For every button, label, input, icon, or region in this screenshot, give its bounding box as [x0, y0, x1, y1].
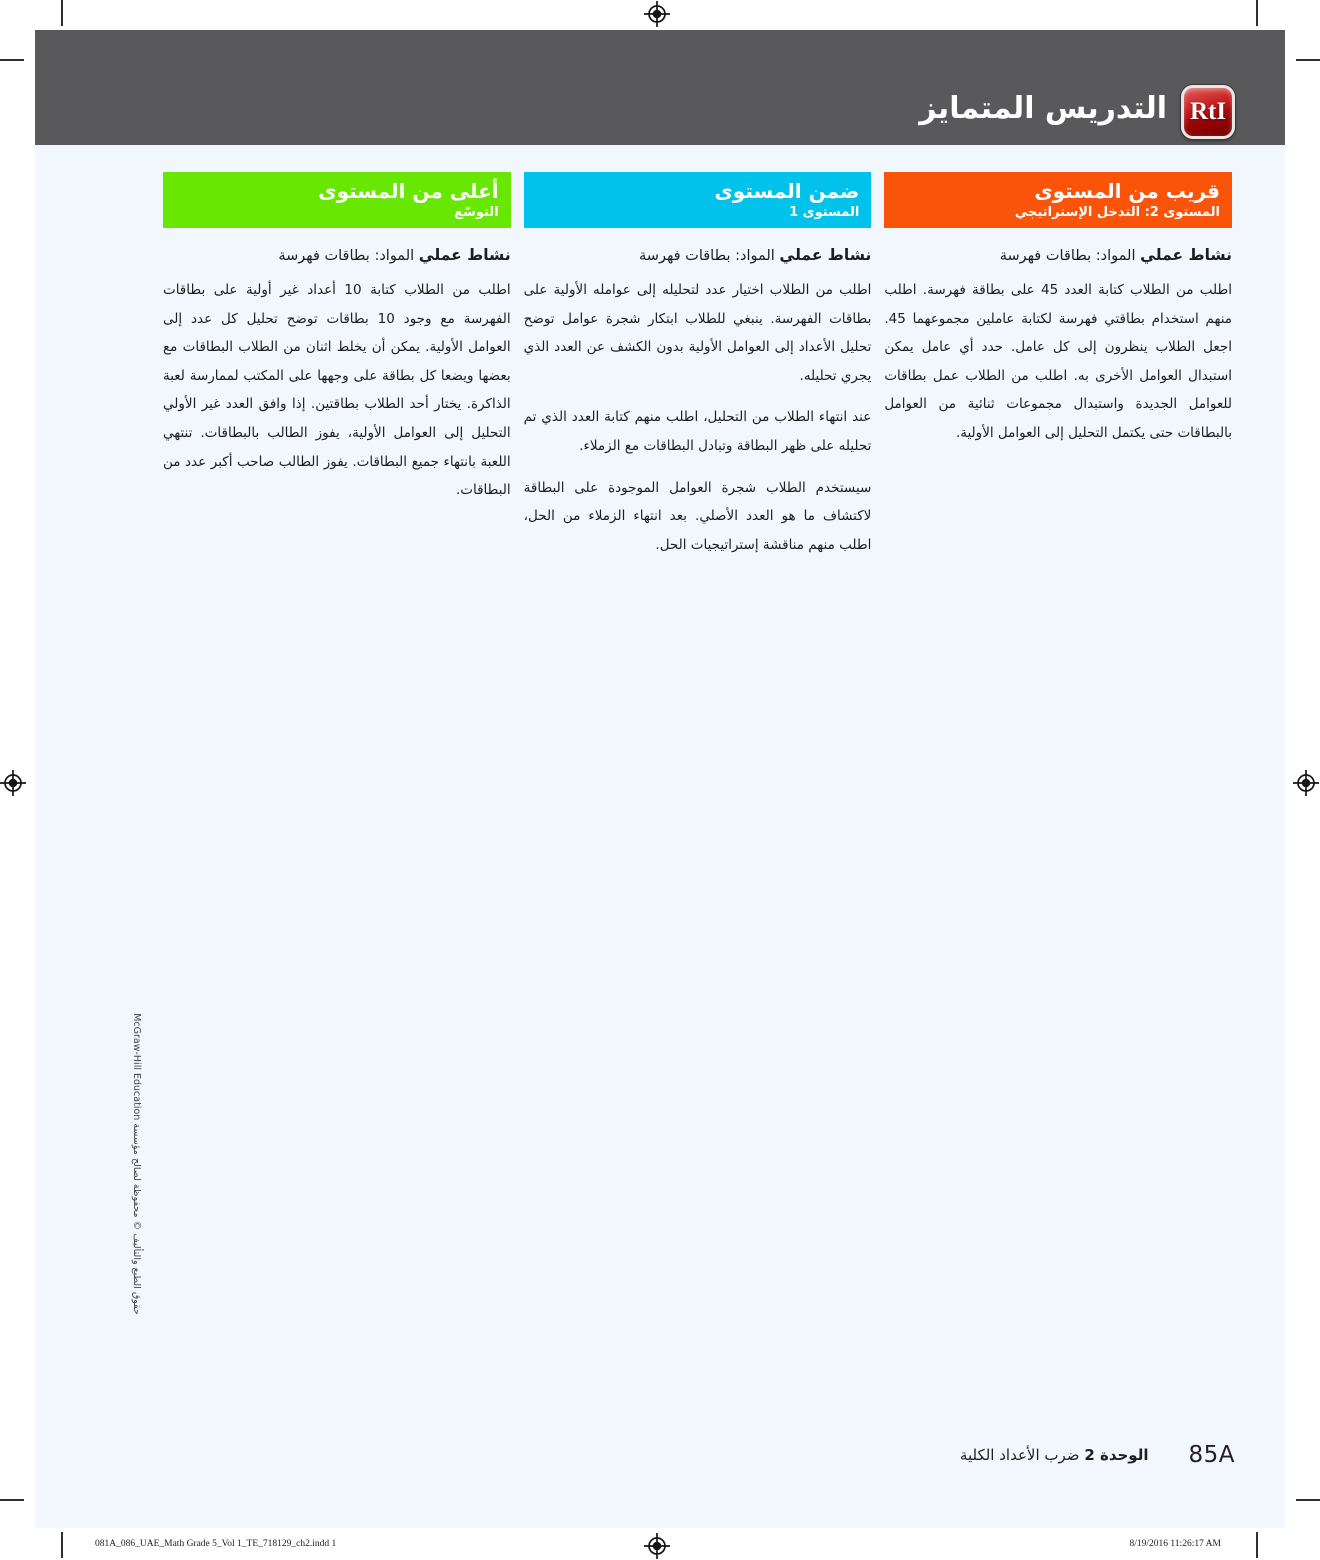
registration-mark-icon [0, 770, 26, 796]
column-subtitle: المستوى 2: التدخل الإستراتيجي [1014, 204, 1220, 220]
crop-mark [61, 1532, 63, 1558]
activity-label: نشاط عملي [779, 246, 872, 264]
copyright-sidebar: حقوق الطبع والتأليف © محفوظة لصالح مؤسسة McGraw-Hill Education [131, 1013, 142, 1315]
unit-label: الوحدة 2 [1084, 1446, 1149, 1464]
crop-mark [61, 0, 63, 26]
registration-mark-icon [644, 1, 670, 27]
crop-mark [1256, 1532, 1258, 1558]
page-footer [960, 1442, 1235, 1468]
page [35, 30, 1285, 1528]
activity-line [884, 246, 1232, 264]
crop-mark [1296, 1499, 1320, 1501]
rti-logo [1181, 85, 1235, 139]
crop-mark [1256, 0, 1258, 26]
column-beyond-level [163, 172, 511, 572]
unit-info [960, 1446, 1149, 1464]
column-title: أعلى من المستوى [318, 178, 499, 203]
level-columns [163, 172, 1232, 572]
column-header-approaching [884, 172, 1232, 228]
column-body [884, 246, 1232, 448]
column-on-level [524, 172, 872, 572]
activity-line [163, 246, 511, 264]
column-title: ضمن المستوى [714, 178, 860, 203]
activity-label: نشاط عملي [418, 246, 511, 264]
print-timestamp: 8/19/2016 11:26:17 AM [1129, 1539, 1221, 1549]
paragraph: سيستخدم الطلاب شجرة العوامل الموجودة على البطاقة لاكتشاف ما هو العدد الأصلي. بعد انتهاء الزملاء من الحل، اطلب منهم مناقشة إستراتيجيات الحل. [523, 479, 872, 553]
paragraph: عند انتهاء الطلاب من التحليل، اطلب منهم كتابة العدد الذي تم تحليله على ظهر البطاقة وتبادل البطاقات مع الزملاء. [523, 409, 872, 455]
column-body [163, 246, 511, 505]
page-number: 85A [1188, 1442, 1235, 1468]
rti-logo-text: RtI [1189, 98, 1227, 125]
header-band [35, 30, 1285, 145]
activity-label: نشاط عملي [1140, 246, 1232, 264]
crop-mark [0, 59, 24, 61]
column-header-on-level [524, 172, 872, 228]
column-subtitle: التوسّع [454, 204, 499, 220]
materials-label: المواد: بطاقات فهرسة [999, 248, 1136, 264]
paragraph: اطلب من الطلاب كتابة العدد 45 على بطاقة فهرسة. اطلب منهم استخدام بطاقتي فهرسة لكتابة عاملين مجموعهما 45. اجعل الطلاب ينظرون إلى كل عامل. حدد أي عامل يمكن استبدال العوامل الأخرى به. اطلب من الطلاب عمل بطاقات للعوامل الجديدة واستبدال مجموعات ثنائية من العوامل بالبطاقات حتى يكتمل التحليل إلى العوامل الأولية. [884, 282, 1232, 442]
registration-mark-icon [644, 1533, 670, 1559]
unit-title: ضرب الأعداد الكلية [959, 1446, 1080, 1464]
crop-mark [1296, 59, 1320, 61]
paragraph: اطلب من الطلاب كتابة 10 أعداد غير أولية على بطاقات الفهرسة مع وجود 10 بطاقات توضح تحليل كل عدد إلى العوامل الأولية. يمكن أن يخلط اثنان من الطلاب البطاقات مع بعضها ويضعا كل بطاقة على وجهها على المكتب لممارسة لعبة الذاكرة. يختار أحد الطلاب بطاقتين. إذا وافق العدد غير الأولي التحليل إلى العوامل الأولية، يفوز الطالب بالبطاقات. تنتهي اللعبة بانتهاء جميع البطاقات. يفوز الطالب صاحب أكبر عدد من البطاقات. [162, 282, 511, 499]
column-header-beyond [163, 172, 511, 228]
activity-line [524, 246, 872, 264]
registration-mark-icon [1293, 770, 1319, 796]
materials-label: المواد: بطاقات فهرسة [278, 248, 415, 264]
page-title: التدريس المتمايز [919, 91, 1167, 126]
column-subtitle: المستوى 1 [789, 204, 860, 220]
paragraph: اطلب من الطلاب اختيار عدد لتحليله إلى عوامله الأولية على بطاقات الفهرسة. ينبغي للطلاب ابتكار شجرة عوامل توضح تحليل الأعداد إلى العوامل الأولية بدون الكشف عن العدد الذي يجري تحليله. [523, 282, 872, 384]
column-approaching-level [884, 172, 1232, 572]
header-content [919, 85, 1235, 139]
crop-mark [0, 1499, 24, 1501]
column-body [524, 246, 872, 559]
materials-label: المواد: بطاقات فهرسة [639, 248, 775, 264]
file-info: 081A_086_UAE_Math Grade 5_Vol 1_TE_718129_ch2.indd 1 [95, 1539, 337, 1549]
column-title: قريب من المستوى [1034, 178, 1220, 203]
